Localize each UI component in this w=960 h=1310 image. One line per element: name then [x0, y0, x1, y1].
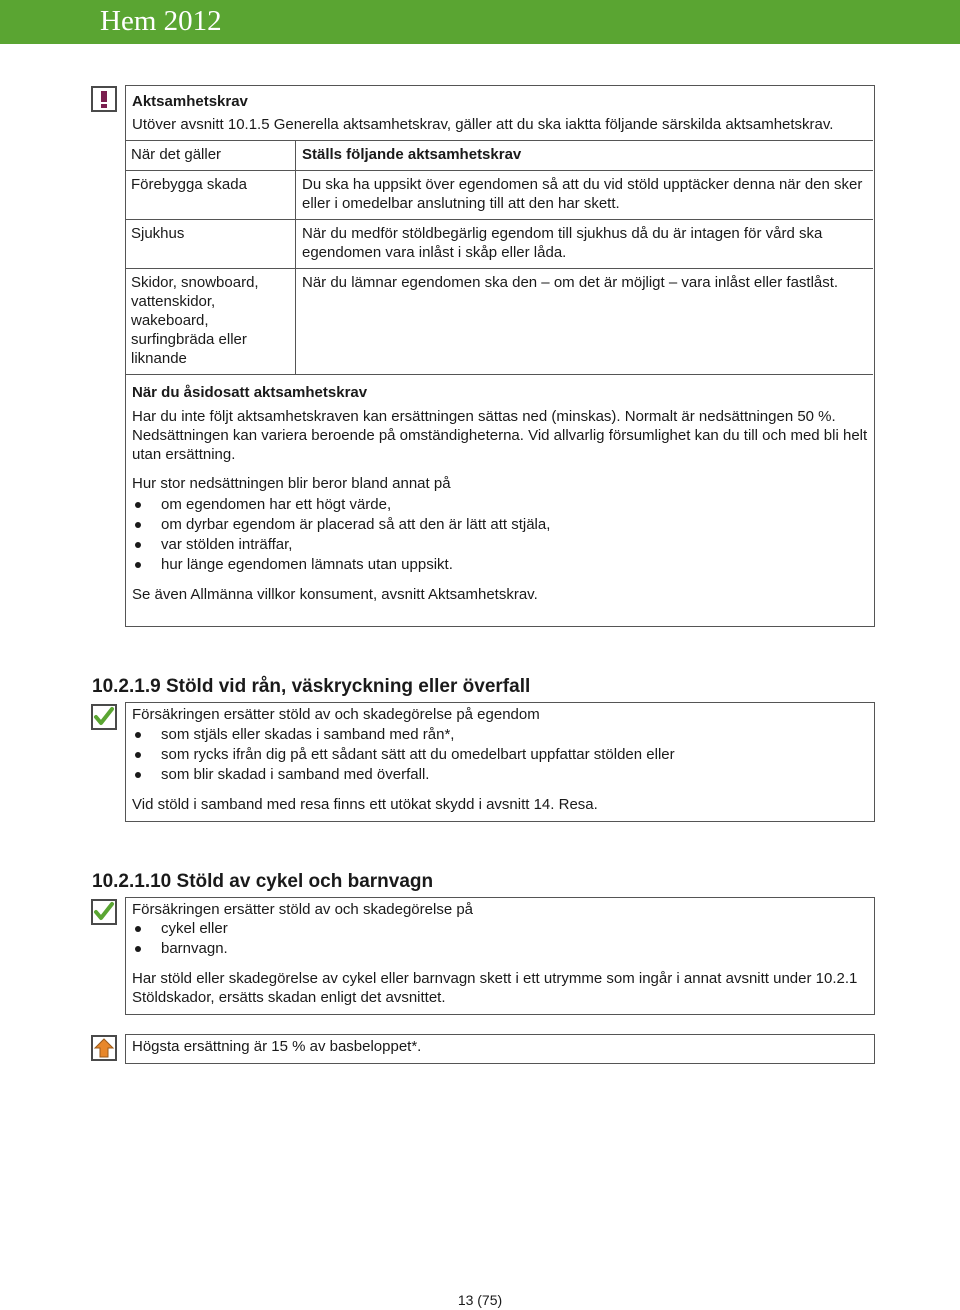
list-item: cykel eller — [132, 919, 868, 939]
bike-list — [132, 919, 868, 959]
list-item: som rycks ifrån dig på ett sådant sätt att du omedelbart uppfattar stölden eller — [132, 745, 868, 765]
page-number: 13 (75) — [457, 1292, 503, 1308]
reduction-intro: Hur stor nedsättningen blir beror bland annat på — [132, 475, 451, 492]
list-item: hur länge egendomen lämnats utan uppsikt. — [132, 555, 868, 575]
row-when: Förebygga skada — [125, 171, 296, 220]
row-req: När du medför stöldbegärlig egendom till sjukhus då du är intagen för vård ska egendomen vara inlåst i skåp eller låda. — [296, 220, 874, 269]
table-row — [125, 269, 873, 375]
robbery-list — [132, 725, 868, 785]
list-item: som stjäls eller skadas i samband med rån*, — [132, 725, 868, 745]
col-header-req: Ställs följande aktsamhetskrav — [296, 141, 874, 171]
requirements-table — [125, 140, 873, 375]
document-title: Hem 2012 — [100, 5, 222, 37]
neglect-text: Har du inte följt aktsamhetskraven kan ersättningen sättas ned (minskas). Normalt är nedsättningen 50 %. Nedsättningen kan variera beroende på omständigheterna. Vid allvarlig försumlighet kan du till och med bli helt utan ersättning. — [132, 408, 868, 463]
row-req: Du ska ha uppsikt över egendomen så att du vid stöld upptäcker denna när den sker eller i omedelbar anslutning till att den har skett. — [296, 171, 874, 220]
list-item: barnvagn. — [132, 939, 868, 959]
list-item: om dyrbar egendom är placerad så att den är lätt att stjäla, — [132, 515, 868, 535]
list-item: var stölden inträffar, — [132, 535, 868, 555]
bike-box — [125, 897, 875, 1015]
check-icon — [91, 899, 117, 925]
bike-intro: Försäkringen ersätter stöld av och skadegörelse på — [132, 901, 474, 918]
aktsamhet-intro: Utöver avsnitt 10.1.5 Generella aktsamhetskrav, gäller att du ska iaktta följande särskilda aktsamhetskrav. — [132, 116, 834, 133]
list-item: som blir skadad i samband med överfall. — [132, 765, 868, 785]
row-when: Sjukhus — [125, 220, 296, 269]
warning-icon — [91, 86, 117, 112]
check-icon — [91, 704, 117, 730]
aktsamhet-title: Aktsamhetskrav — [132, 93, 248, 110]
max-comp-text: Högsta ersättning är 15 % av basbeloppet*. — [132, 1038, 422, 1055]
col-header-when: När det gäller — [125, 141, 296, 171]
row-req: När du lämnar egendomen ska den – om det är möjligt – vara inlåst eller fastlåst. — [296, 269, 874, 375]
robbery-intro: Försäkringen ersätter stöld av och skadegörelse på egendom — [132, 706, 540, 723]
table-row — [125, 220, 873, 269]
heading-robbery: 10.2.1.9 Stöld vid rån, väskryckning eller överfall — [92, 676, 531, 697]
max-comp-box — [125, 1034, 875, 1064]
list-item: om egendomen har ett högt värde, — [132, 495, 868, 515]
see-also: Se även Allmänna villkor konsument, avsnitt Aktsamhetskrav. — [132, 586, 538, 603]
heading-bike: 10.2.1.10 Stöld av cykel och barnvagn — [92, 871, 434, 892]
row-when: Skidor, snowboard, vattenskidor, wakeboard, surfingbräda eller liknande — [125, 269, 296, 375]
aktsamhet-box — [125, 85, 875, 627]
reduction-list — [132, 495, 868, 575]
neglect-title: När du åsidosatt aktsamhetskrav — [132, 384, 368, 401]
bike-note: Har stöld eller skadegörelse av cykel eller barnvagn skett i ett utrymme som ingår i annat avsnitt under 10.2.1 Stöldskador, ersätts skadan enligt det avsnittet. — [132, 970, 858, 1006]
robbery-note: Vid stöld i samband med resa finns ett utökat skydd i avsnitt 14. Resa. — [132, 796, 598, 813]
robbery-box — [125, 702, 875, 822]
arrow-up-icon — [91, 1035, 117, 1061]
table-row — [125, 171, 873, 220]
